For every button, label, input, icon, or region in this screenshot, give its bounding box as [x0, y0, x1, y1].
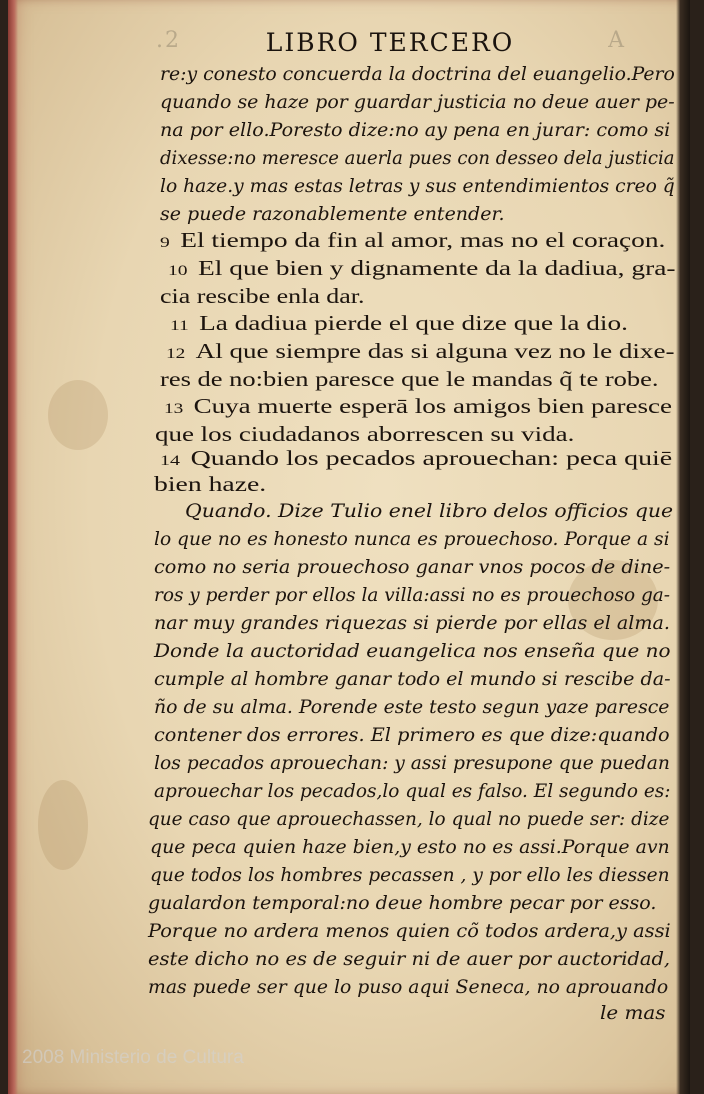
text-line: Quando. Dize Tulio enel libro delos officios que: [185, 500, 674, 522]
sentence-number: 10: [168, 263, 188, 279]
text-line: mas puede ser que lo puso aqui Seneca, no aprouando: [148, 976, 669, 998]
text-line: ño de su alma. Porende este testo segun yaze paresce: [154, 696, 670, 718]
text-line: lo haze.y mas estas letras y sus entendimientos creo q̃: [160, 175, 675, 197]
text-line: los pecados aprouechan: y assi presupone que puedan: [154, 752, 670, 774]
text-line: Donde la auctoridad euangelica nos enseña que no: [154, 640, 671, 662]
text-line: gualardon temporal:no deue hombre pecar por esso.: [148, 892, 657, 914]
text-line: Porque no ardera menos quien cõ todos ardera,y assi: [148, 920, 671, 942]
text-line: lo que no es honesto nunca es prouechoso. Porque a si: [154, 528, 670, 550]
sentence-10: 10 El que bien y dignamente da la dadiua, gra-: [168, 256, 676, 280]
text-line: re:y conesto concuerda la doctrina del euangelio.Pero: [160, 63, 675, 85]
text-line: se puede razonablemente entender.: [160, 203, 505, 225]
header-faint-left: .2: [156, 28, 181, 53]
sentence-14: 14 Quando los pecados aprouechan: peca quiē: [160, 446, 673, 470]
text-line: que peca quien haze bien,y esto no es assi.Porque avn: [150, 836, 670, 858]
text-line: que caso que aprouechassen, lo qual no puede ser: dize: [148, 808, 670, 830]
text-line: este dicho no es de seguir ni de auer por auctoridad,: [148, 948, 671, 970]
text-line: le mas: [600, 1002, 666, 1024]
text-line: quando se haze por guardar justicia no deue auer pe-: [160, 91, 675, 113]
header-title: LIBRO TERCERO: [265, 28, 515, 57]
sentence-number: 9: [160, 235, 170, 251]
text-line: na por ello.Poresto dize:no ay pena en jurar: como si: [160, 119, 671, 141]
text-line: que todos los hombres pecassen , y por ello les diessen: [150, 864, 670, 886]
text-line: res de no:bien paresce que le mandas q̃ te robe.: [160, 367, 659, 391]
sentence-number: 11: [170, 318, 189, 334]
text-line: bien haze.: [154, 472, 267, 496]
text-line: ros y perder por ellos la villa:assi no es prouechoso ga-: [154, 584, 671, 606]
text-line: contener dos errores. El primero es que dize:quando: [154, 724, 670, 746]
watermark: 2008 Ministerio de Cultura: [22, 1047, 244, 1068]
text-line: cia rescibe enla dar.: [160, 284, 365, 308]
sentence-12: 12 Al que siempre das si alguna vez no le dixe-: [166, 339, 675, 363]
text-line: aprouechar los pecados,lo qual es falso. El segundo es:: [154, 780, 671, 802]
text-line: nar muy grandes riquezas si pierde por ellas el alma.: [154, 612, 670, 634]
sentence-9: 9 El tiempo da fin al amor, mas no el coraçon.: [160, 228, 666, 252]
text-line: cumple al hombre ganar todo el mundo si rescibe da-: [154, 668, 671, 690]
sentence-number: 13: [164, 401, 184, 417]
sentence-11: 11 La dadiua pierde el que dize que la dio.: [170, 311, 628, 335]
sentence-13: 13 Cuya muerte esperā los amigos bien paresce: [164, 394, 673, 418]
text-line: que los ciudadanos aborrescen su vida.: [155, 422, 575, 446]
header-faint-right: A: [608, 28, 626, 53]
sentence-number: 12: [166, 346, 186, 362]
sentence-number: 14: [160, 453, 180, 469]
text-line: como no seria prouechoso ganar vnos pocos de dine-: [154, 556, 671, 578]
text-line: dixesse:no meresce auerla pues con desseo dela justicia: [160, 147, 675, 169]
